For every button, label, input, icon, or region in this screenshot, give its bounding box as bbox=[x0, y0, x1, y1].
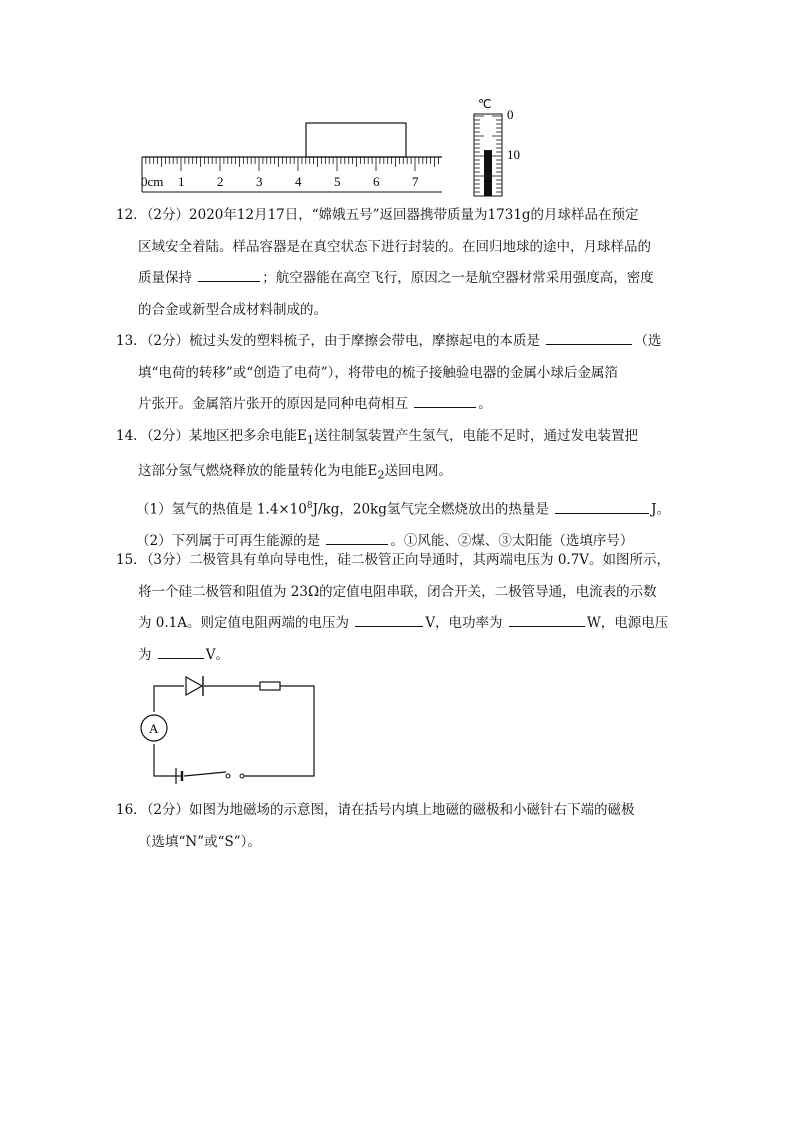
thermometer-liquid bbox=[484, 150, 492, 196]
question-score: （3分） bbox=[146, 552, 190, 568]
question-text: （选填“N”或“S”）。 bbox=[138, 833, 261, 850]
answer-blank[interactable] bbox=[555, 498, 649, 514]
question-13 bbox=[116, 326, 676, 421]
ruler-zero-label: 0cm bbox=[141, 174, 164, 189]
question-text: 这部分氢气燃烧释放的能量转化为电能E bbox=[138, 463, 378, 480]
switch-lever bbox=[184, 772, 226, 776]
question-text: 梳过头发的塑料梳子，由于摩擦会带电，摩擦起电的本质是 bbox=[189, 333, 545, 349]
question-text: 片张开。金属箔片张开的原因是同种电荷相互 bbox=[138, 396, 413, 412]
question-text: 某地区把多余电能E bbox=[189, 428, 307, 444]
subquestion-text: （2）下列属于可再生能源的是 bbox=[136, 533, 325, 550]
question-text: 如图为地磁场的示意图，请在括号内填上地磁的磁极和小磁针右下端的磁极 bbox=[189, 802, 635, 818]
superscript: 8 bbox=[306, 501, 313, 512]
question-text: 送往制氢装置产生氢气，电能不足时，通过发电装置把 bbox=[314, 428, 639, 444]
ruler-label: 7 bbox=[412, 174, 419, 189]
question-text: 送回电网。 bbox=[384, 463, 453, 480]
subquestion-text: （1）氢气的热值是 1.4×10 bbox=[136, 501, 307, 518]
measured-block bbox=[306, 123, 406, 157]
wire bbox=[154, 686, 184, 712]
thermometer-unit: ℃ bbox=[478, 97, 492, 111]
ruler-scale bbox=[142, 157, 442, 192]
answer-blank[interactable] bbox=[158, 643, 204, 659]
question-text: 二极管具有单向导电性，硅二极管正向导通时，其两端电压为 0.7V。如图所示， bbox=[189, 552, 671, 568]
question-text: 的合金或新型合成材料制成的。 bbox=[138, 301, 327, 318]
ruler-label: 1 bbox=[178, 174, 185, 189]
subquestion-text: J。 bbox=[651, 501, 671, 518]
thermometer-figure bbox=[470, 96, 530, 200]
question-text: （选 bbox=[634, 333, 662, 349]
thermometer-label-10: 10 bbox=[507, 147, 520, 162]
question-text: 质量保持 bbox=[138, 270, 197, 286]
ruler-label: 5 bbox=[334, 174, 341, 189]
answer-blank[interactable] bbox=[198, 266, 260, 282]
question-text: 为 bbox=[138, 646, 156, 663]
subscript: 2 bbox=[377, 468, 385, 482]
resistor bbox=[260, 682, 280, 690]
switch-contact bbox=[240, 774, 244, 778]
question-number: 13． bbox=[116, 333, 147, 349]
question-12 bbox=[116, 200, 676, 326]
question-score: （2分） bbox=[146, 333, 190, 349]
ammeter-label: A bbox=[149, 721, 159, 736]
subquestion-text: 。①风能、②煤、③太阳能（选填序号） bbox=[390, 533, 634, 550]
question-text: 将一个硅二极管和阻值为 23Ω的定值电阻串联，闭合开关，二极管导通，电流表的示数 bbox=[138, 583, 657, 600]
ruler-label: 6 bbox=[373, 174, 380, 189]
answer-blank[interactable] bbox=[509, 611, 585, 627]
ruler-label: 3 bbox=[256, 174, 263, 189]
subquestion-text: J/kg，20kg氢气完全燃烧放出的热量是 bbox=[312, 501, 554, 518]
thermometer-label-0: 0 bbox=[507, 107, 514, 122]
switch-contact bbox=[226, 774, 230, 778]
wire bbox=[244, 686, 314, 776]
question-text: W，电源电压 bbox=[586, 615, 669, 631]
circuit-figure bbox=[132, 670, 322, 786]
question-number: 12． bbox=[116, 207, 147, 223]
answer-blank[interactable] bbox=[546, 329, 632, 345]
question-score: （2分） bbox=[146, 802, 190, 818]
subscript: 1 bbox=[306, 433, 315, 447]
ruler-label: 2 bbox=[217, 174, 224, 189]
question-score: （2分） bbox=[146, 207, 190, 223]
question-score: （2分） bbox=[146, 428, 190, 444]
question-text: ；航空器能在高空飞行，原因之一是航空器材常采用强度高，密度 bbox=[262, 270, 654, 286]
question-15 bbox=[116, 545, 676, 671]
question-text: 为 0.1A。则定值电阻两端的电压为 bbox=[138, 615, 354, 631]
question-16 bbox=[116, 795, 676, 858]
wire bbox=[154, 744, 182, 776]
question-14 bbox=[116, 421, 676, 558]
answer-blank[interactable] bbox=[414, 392, 476, 408]
question-text: 区域安全着陆。样品容器是在真空状态下进行封装的。在回归地球的途中，月球样品的 bbox=[138, 238, 651, 255]
question-text: V。 bbox=[205, 646, 230, 663]
ruler-label: 4 bbox=[295, 174, 302, 189]
question-text: 2020年12月17日，“嫦娥五号”返回器携带质量为1731g的月球样品在预定 bbox=[189, 207, 639, 223]
answer-blank[interactable] bbox=[326, 529, 388, 545]
question-number: 14． bbox=[116, 428, 147, 444]
diode bbox=[186, 676, 203, 696]
question-text: 。 bbox=[478, 396, 492, 412]
question-number: 15． bbox=[116, 552, 147, 568]
answer-blank[interactable] bbox=[355, 611, 423, 627]
question-text: V，电功率为 bbox=[425, 615, 507, 631]
ruler-figure bbox=[138, 118, 448, 198]
question-number: 16． bbox=[116, 802, 147, 818]
question-text: 填“电荷的转移”或“创造了电荷”），将带电的梳子接触验电器的金属小球后金属箔 bbox=[138, 364, 618, 381]
